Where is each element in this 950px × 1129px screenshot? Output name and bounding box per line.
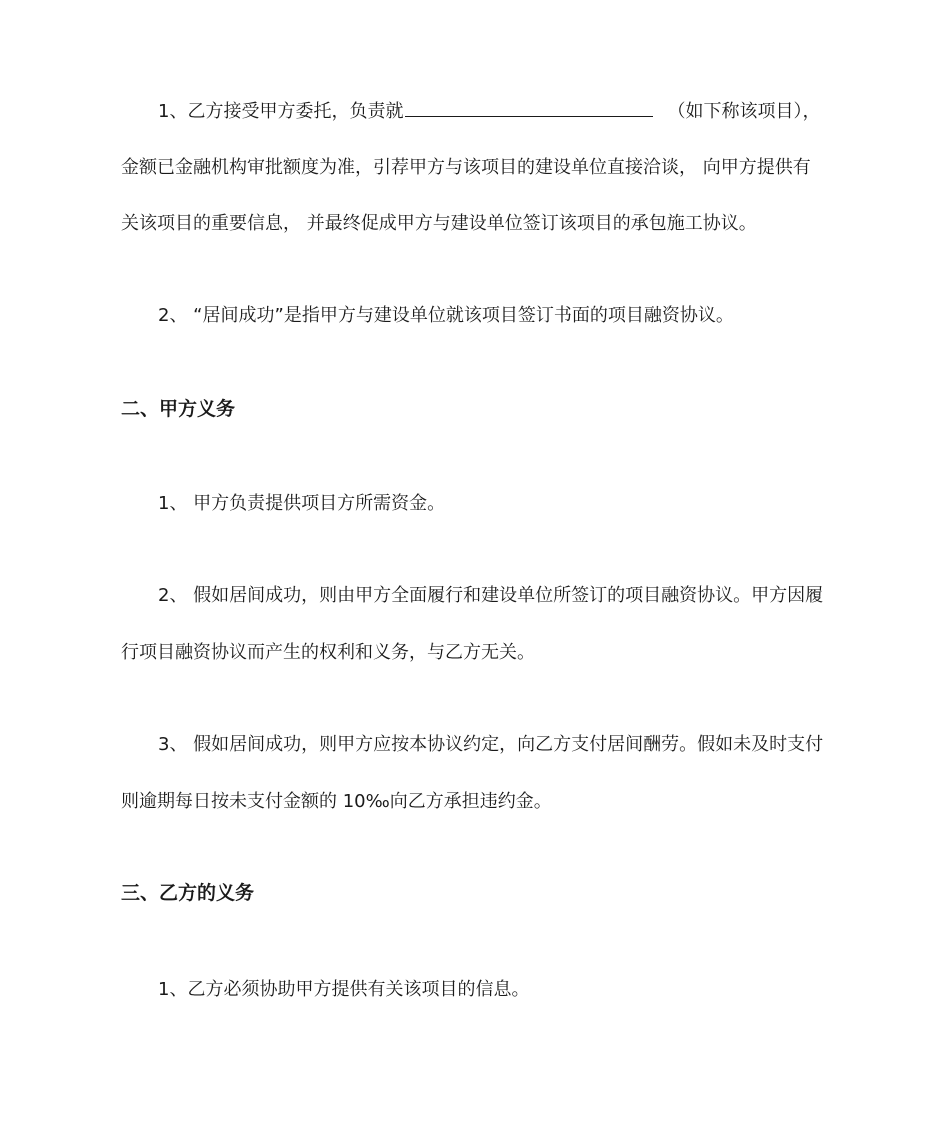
project-name-blank <box>405 98 653 117</box>
party-a-clause-2-line-2: 行项目融资协议而产生的权利和义务，与乙方无关。 <box>121 642 535 663</box>
clause-1-text-after-blank: （如下称该项目）， <box>667 101 821 122</box>
party-b-clause-1: 1、乙方必须协助甲方提供有关该项目的信息。 <box>158 979 530 1000</box>
clause-1-text-before-blank: 1、乙方接受甲方委托，负责就 <box>158 101 404 122</box>
party-a-clause-3-line-1: 3、 假如居间成功，则甲方应按本协议约定，向乙方支付居间酬劳。假如未及时支付 <box>158 734 824 755</box>
clause-1-line-3: 关该项目的重要信息， 并最终促成甲方与建设单位签订该项目的承包施工协议。 <box>121 213 757 234</box>
clause-1-line-2: 金额已金融机构审批额度为准，引荐甲方与该项目的建设单位直接洽谈， 向甲方提供有 <box>121 157 811 178</box>
party-a-clause-3-line-2: 则逾期每日按未支付金额的 10‰向乙方承担违约金。 <box>121 791 552 812</box>
section-heading-party-a-obligations: 二、甲方义务 <box>121 398 236 420</box>
clause-1-line-1 <box>158 98 820 124</box>
clause-2: 2、 “居间成功”是指甲方与建设单位就该项目签订书面的项目融资协议。 <box>158 305 734 326</box>
party-a-clause-2-line-1: 2、 假如居间成功，则由甲方全面履行和建设单位所签订的项目融资协议。甲方因履 <box>158 585 824 606</box>
section-heading-party-b-obligations: 三、乙方的义务 <box>121 882 255 904</box>
party-a-clause-1: 1、 甲方负责提供项目方所需资金。 <box>158 493 446 514</box>
